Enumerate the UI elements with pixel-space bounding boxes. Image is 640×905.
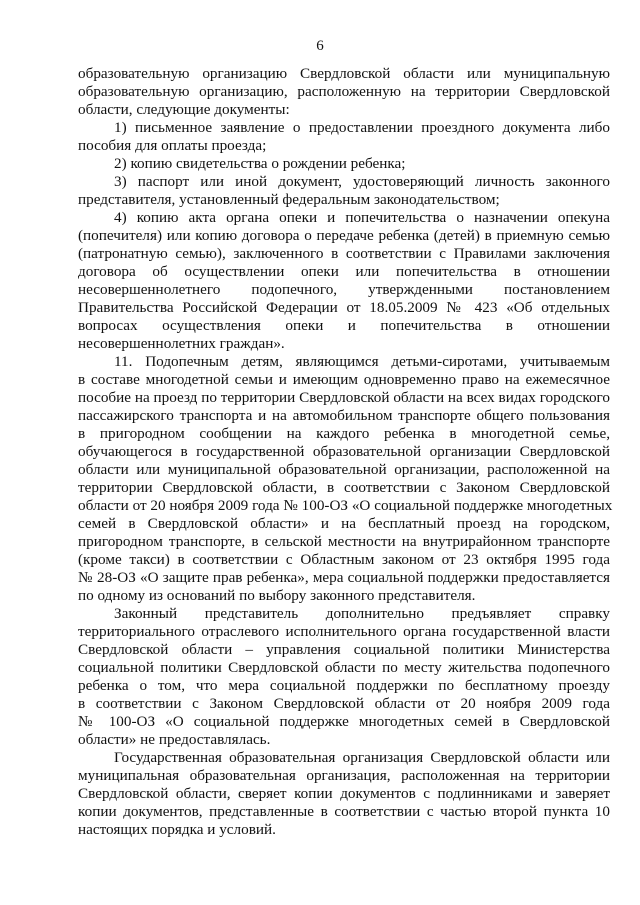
paragraph	[78, 155, 610, 173]
text-line: в соответствии с Законом Свердловской области от 20 ноября 2009 года	[78, 695, 610, 712]
text-line: вопросах осуществления опеки и попечительства в отношении	[78, 317, 610, 334]
text-line: пособие на проезд по территории Свердловской области на всех видах городского	[78, 389, 610, 406]
text-line: образовательную организацию, расположенную на территории Свердловской	[78, 83, 610, 100]
text-line: Законный представитель дополнительно предъявляет справку	[114, 605, 610, 622]
text-line: области» не предоставлялась.	[78, 731, 271, 748]
text-line: 1) письменное заявление о предоставлении проездного документа либо	[114, 119, 610, 136]
text-line: пособия для оплаты проезда;	[78, 137, 267, 154]
text-line: семей в Свердловской области» и на бесплатный проезд на городском,	[78, 515, 610, 532]
text-line: несовершеннолетних граждан».	[78, 335, 285, 352]
text-line: № 28-ОЗ «О защите прав ребенка», мера социальной поддержки предоставляется	[78, 569, 610, 586]
text-line: копии документов, представленные в соответствии с частью второй пункта 10	[78, 803, 610, 820]
text-line: по одному из оснований по выбору законного представителя.	[78, 587, 476, 604]
text-line: Свердловской области, сверяет копии документов с подлинниками и заверяет	[78, 785, 610, 802]
text-line: области от 20 ноября 2009 года № 100-ОЗ «О социальной поддержке многодетных	[78, 497, 613, 514]
document-body	[78, 65, 613, 839]
text-line: области, следующие документы:	[78, 101, 290, 118]
paragraph	[78, 173, 610, 209]
paragraph	[78, 209, 610, 353]
text-line: 2) копию свидетельства о рождении ребенка;	[114, 155, 406, 172]
text-line: пассажирского транспорта и на автомобильном транспорте общего пользования	[78, 407, 610, 424]
paragraph	[78, 65, 610, 119]
text-line: области или муниципальной образовательной организации, расположенной на	[78, 461, 610, 478]
text-line: (попечителя) или копию договора о передаче ребенка (детей) в приемную семью	[78, 227, 610, 244]
text-line: территориального отраслевого исполнительного органа государственной власти	[78, 623, 610, 640]
text-line: представителя, установленный федеральным законодательством;	[78, 191, 500, 208]
text-line: Правительства Российской Федерации от 18.05.2009 № 423 «Об отдельных	[78, 299, 610, 316]
text-line: пригородном транспорте, в сельской местности на внутрирайонном транспорте	[78, 533, 610, 550]
text-line: 4) копию акта органа опеки и попечительства о назначении опекуна	[114, 209, 610, 226]
paragraph	[78, 353, 613, 605]
text-line: муниципальная образовательная организация, расположенная на территории	[78, 767, 610, 784]
text-line: территории Свердловской области, в соответствии с Законом Свердловской	[78, 479, 610, 496]
text-line: 3) паспорт или иной документ, удостоверяющий личность законного	[114, 173, 610, 190]
text-line: обучающегося в государственной образовательной организации Свердловской	[78, 443, 610, 460]
text-line: Свердловской области – управления социальной политики Министерства	[78, 641, 610, 658]
text-line: в пригородном сообщении на каждого ребенка в многодетной семье,	[78, 425, 610, 442]
page-number: 6	[316, 38, 324, 54]
paragraph	[78, 605, 610, 749]
paragraph	[78, 749, 610, 839]
text-line: договора об осуществлении опеки или попечительства в отношении	[78, 263, 610, 280]
text-line: в составе многодетной семьи и имеющим одновременно право на ежемесячное	[78, 371, 610, 388]
text-line: социальной политики Свердловской области по месту жительства подопечного	[78, 659, 610, 676]
text-line: образовательную организацию Свердловской области или муниципальную	[78, 65, 610, 82]
text-line: 11. Подопечным детям, являющимся детьми-сиротами, учитываемым	[114, 353, 610, 370]
text-line: (патронатную семью), заключенного в соответствии с Правилами заключения	[78, 245, 610, 262]
text-line: № 100-ОЗ «О социальной поддержке многодетных семей в Свердловской	[78, 713, 610, 730]
text-line: ребенка о том, что мера социальной поддержки по бесплатному проезду	[78, 677, 610, 694]
text-line: Государственная образовательная организация Свердловской области или	[114, 749, 610, 766]
paragraph	[78, 119, 610, 155]
text-line: (кроме такси) в соответствии с Областным законом от 23 октября 1995 года	[78, 551, 610, 568]
text-line: несовершеннолетнего подопечного, утвержденными постановлением	[78, 281, 610, 298]
text-line: настоящих порядка и условий.	[78, 821, 276, 838]
